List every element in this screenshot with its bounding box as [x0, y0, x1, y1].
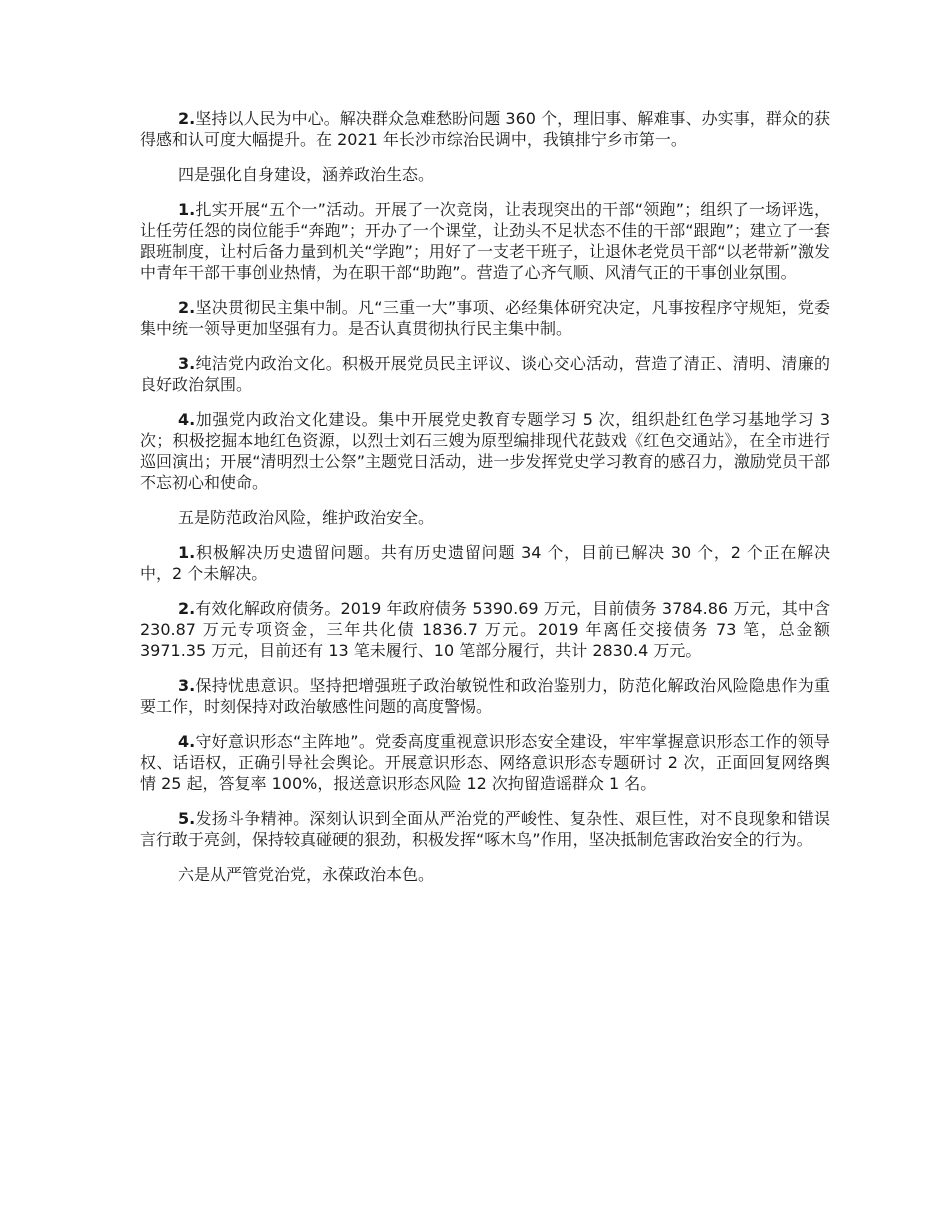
paragraph-text: 加强党内政治文化建设。集中开展党史教育专题学习 5 次，组织赴红色学习基地学习 3 次；积极挖掘本地红色资源，以烈士刘石三嫂为原型编排现代花鼓戏《红色交通站》，在全市进行巡回演出；开展“清明烈士公祭”主题党日活动，进一步发挥党史学习教育的感召力，激励党员干部不忘初心和使命。 [140, 410, 830, 492]
paragraph-8 [140, 542, 830, 584]
paragraph-11 [140, 731, 830, 794]
section-heading-5 [140, 507, 830, 528]
paragraph-text: 扎实开展“五个一”活动。开展了一次竞岗，让表现突出的干部“领跑”；组织了一场评选，让任劳任怨的岗位能手“奔跑”；开办了一个课堂，让劲头不足状态不佳的干部“跟跑”；建立了一套跟班制度，让村后备力量到机关“学跑”；用好了一支老干班子，让退休老党员干部“以老带新”激发中青年干部干事创业热情，为在职干部“助跑”。营造了心齐气顺、风清气正的干事创业氛围。 [140, 200, 830, 282]
paragraph-number: 2. [178, 298, 196, 317]
paragraph-text: 保持忧患意识。坚持把增强班子政治敏锐性和政治鉴别力，防范化解政治风险隐患作为重要工作，时刻保持对政治敏感性问题的高度警惕。 [140, 676, 830, 716]
paragraph-text: 纯洁党内政治文化。积极开展党员民主评议、谈心交心活动，营造了清正、清明、清廉的良好政治氛围。 [140, 354, 830, 394]
paragraph-1 [140, 108, 830, 150]
heading-text: 六是从严管党治党，永葆政治本色。 [178, 865, 435, 884]
paragraph-number: 1. [178, 543, 196, 562]
section-heading-4 [140, 164, 830, 185]
paragraph-text: 发扬斗争精神。深刻认识到全面从严治党的严峻性、复杂性、艰巨性，对不良现象和错误言行敢于亮剑，保持较真碰硬的狠劲，积极发挥“啄木鸟”作用，坚决抵制危害政治安全的行为。 [140, 809, 830, 849]
paragraph-number: 3. [178, 354, 196, 373]
paragraph-text: 守好意识形态“主阵地”。党委高度重视意识形态安全建设，牢牢掌握意识形态工作的领导权、话语权，正确引导社会舆论。开展意识形态、网络意识形态专题研讨 2 次，正面回复网络舆情 25 起，答复率 100%，报送意识形态风险 12 次拘留造谣群众 1 名。 [140, 732, 830, 793]
paragraph-number: 1. [178, 200, 196, 219]
heading-text: 五是防范政治风险，维护政治安全。 [178, 508, 435, 527]
paragraph-number: 3. [178, 676, 196, 695]
paragraph-number: 2. [178, 599, 196, 618]
paragraph-12 [140, 808, 830, 850]
paragraph-number: 5. [178, 809, 196, 828]
paragraph-3 [140, 199, 830, 283]
paragraph-5 [140, 353, 830, 395]
paragraph-6 [140, 409, 830, 493]
paragraph-text: 积极解决历史遗留问题。共有历史遗留问题 34 个，目前已解决 30 个，2 个正在解决中，2 个未解决。 [140, 543, 830, 583]
paragraph-number: 4. [178, 410, 196, 429]
section-heading-6 [140, 864, 830, 885]
paragraph-9 [140, 598, 830, 661]
document-page [140, 108, 830, 899]
paragraph-10 [140, 675, 830, 717]
paragraph-number: 2. [178, 109, 196, 128]
paragraph-text: 坚决贯彻民主集中制。凡“三重一大”事项、必经集体研究决定，凡事按程序守规矩，党委集中统一领导更加坚强有力。是否认真贯彻执行民主集中制。 [140, 298, 830, 338]
heading-text: 四是强化自身建设，涵养政治生态。 [178, 165, 435, 184]
paragraph-text: 坚持以人民为中心。解决群众急难愁盼问题 360 个，理旧事、解难事、办实事，群众的获得感和认可度大幅提升。在 2021 年长沙市综治民调中，我镇排宁乡市第一。 [140, 109, 830, 149]
paragraph-text: 有效化解政府债务。2019 年政府债务 5390.69 万元，目前债务 3784.86 万元，其中含 230.87 万元专项资金，三年共化债 1836.7 万元。2019 年离任交接债务 73 笔，总金额 3971.35 万元，目前还有 13 笔未履行、10 笔部分履行，共计 2830.4 万元。 [140, 599, 830, 660]
paragraph-number: 4. [178, 732, 196, 751]
paragraph-4 [140, 297, 830, 339]
